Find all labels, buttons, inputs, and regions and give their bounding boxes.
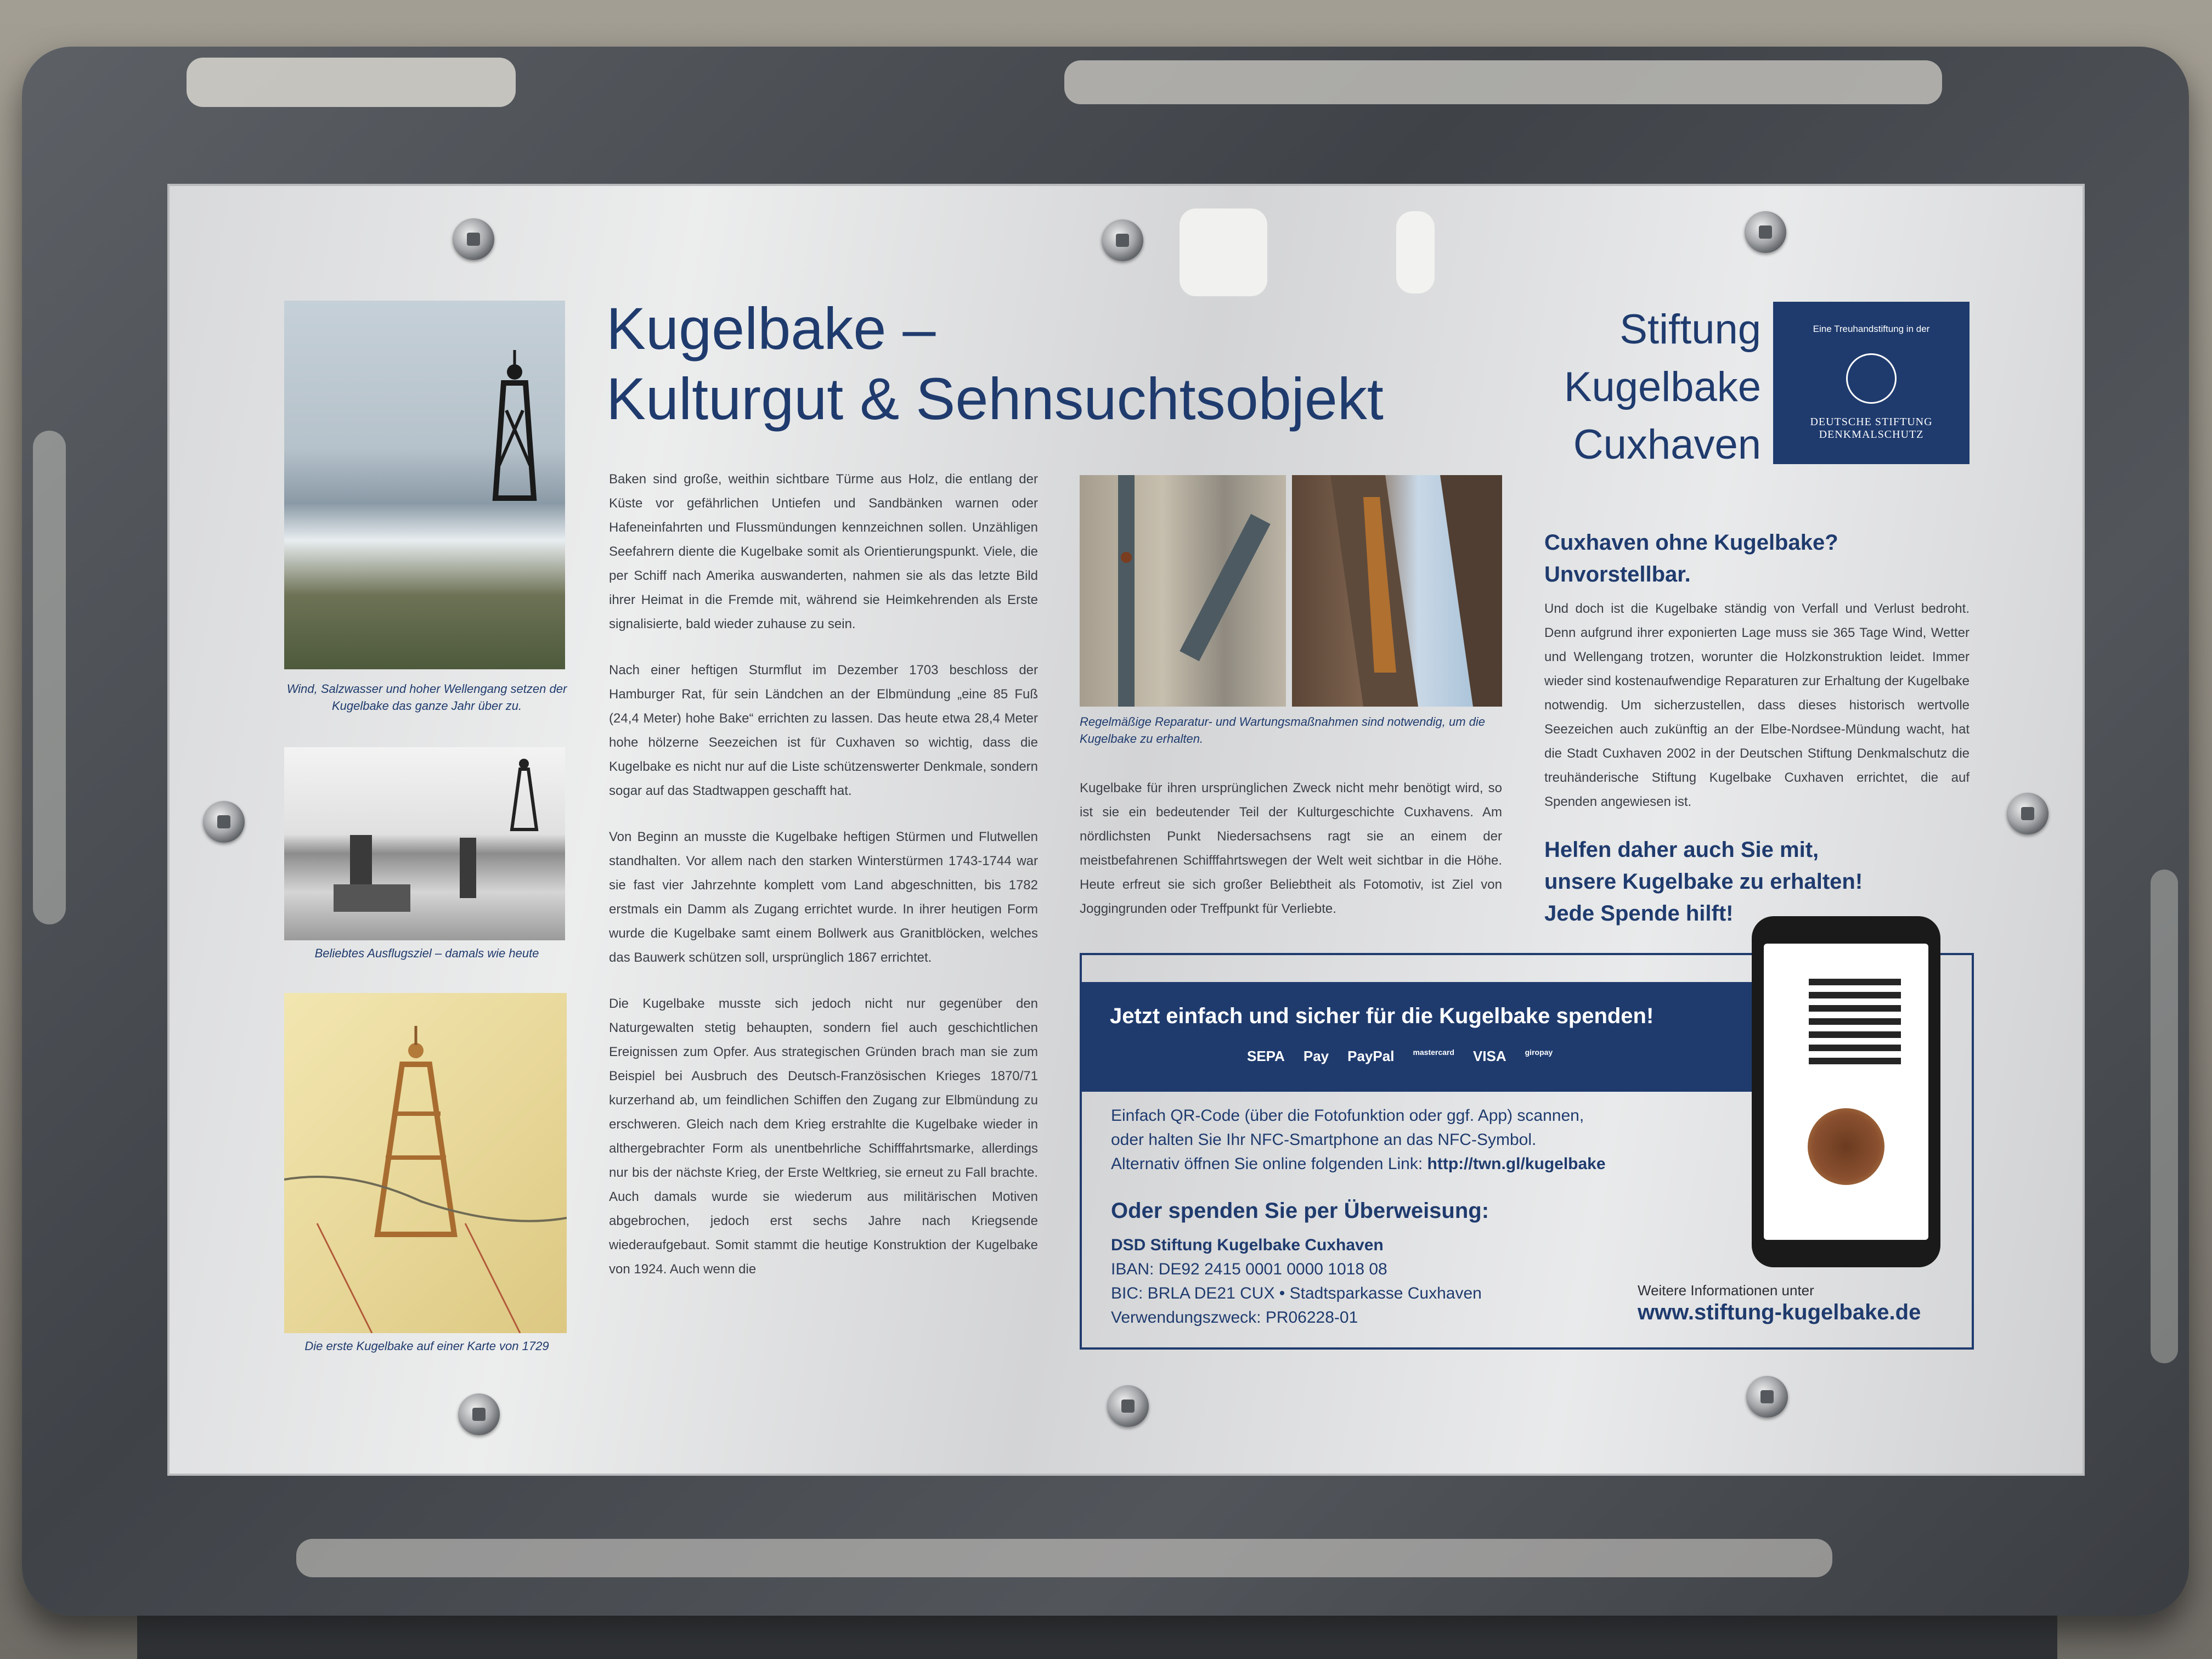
bolt	[1102, 219, 1143, 261]
iban: IBAN: DE92 2415 0001 0000 1018 08	[1111, 1260, 1387, 1278]
bolt	[1746, 1376, 1788, 1418]
paragraph: Von Beginn an musste die Kugelbake heftigen Stürmen und Flutwellen standhalten. Vor allem nach den starken Winterstürmen 1743-1744 war sie fast vier Jahrzehnte komplett vom Land abgeschnitten, bis 1782 erstmals ein Damm als Zugang errichtet wurde. In ihrer heutigen Form wurde die Kugelbake samt einem Bollwerk aus Granitblöcken, welches das Bauwerk schützen soll, ursprünglich 1867 errichtet.	[609, 830, 1038, 965]
main-title	[606, 294, 1384, 434]
caption-photo3: Die erste Kugelbake auf einer Karte von 1729	[304, 1339, 549, 1353]
paragraph: Baken sind große, weithin sichtbare Türme aus Holz, die entlang der Küste vor gefährlichen Untiefen und Sandbänken warnen oder Hafeneinfahrten und Flussmündungen kennzeichnen sollen. Unzähligen Seefahrern diente die Kugelbake somit als Orientierungspunkt. Viele, die per Schiff nach Amerika auswanderten, nahmen sie als das letzte Bild ihrer Heimat in die Fremde mit, während sie Heimkehrenden als Erste signalisierte, bald wieder zuhause zu sein.	[609, 472, 1038, 631]
payment-methods	[1247, 1048, 1553, 1065]
visa-icon: VISA	[1472, 1048, 1506, 1064]
paragraph: Kugelbake für ihren ursprünglichen Zweck nicht mehr benötigt wird, so ist sie ein bedeutender Teil der Kulturgeschichte Cuxhavens. Am nördlichsten Punkt Niedersachsens ragt sie an einem der meistbefahrenen Schifffahrtswegen der Welt weit sichtbar in die Höhe. Heute erfreut sie sich großer Beliebtheit als Fotomotiv, ist Ziel von Joggingrunden oder Treffpunkt für Verliebte.	[1080, 781, 1502, 916]
foundation-line2: Kugelbake	[1564, 364, 1761, 410]
right-heading-line2: Unvorstellbar.	[1544, 562, 1691, 586]
sticker-residue	[1396, 211, 1435, 294]
more-info: Weitere Informationen unter	[1638, 1282, 1814, 1299]
donation-banner	[1080, 982, 1768, 1092]
dsd-emblem-icon	[1846, 353, 1897, 404]
foundation-line1: Stiftung	[1620, 306, 1761, 353]
recipient: DSD Stiftung Kugelbake Cuxhaven	[1111, 1236, 1384, 1254]
applepay-icon: Pay	[1303, 1048, 1329, 1064]
mastercard-icon: mastercard	[1413, 1048, 1454, 1057]
paragraph: Die Kugelbake musste sich jedoch nicht nur gegenüber den Naturgewalten stetig behaupten, sondern fiel auch geschichtlichen Ereignissen zum Opfer. Aus strategischen Gründen brach man sie zum Beispiel bei Ausbruch des Deutsch-Französischen Krieges 1870/71 kurzerhand ab, um feindlichen Schiffen den Zugang zur Elbmündung zu erschweren. Gleich nach dem Krieg erstrahlte die Kugelbake wieder in althergebrachter Form als unentbehrliche Schifffahrtsmarke, allerdings nur bis der nächste Krieg, der Erste Weltkrieg, sie erneut zu Fall brachte. Auch damals wurde sie wiederum aus militärischen Motiven abgebrochen, jedoch erst sechs Jahre nach Kriegsende wiederaufgebaut. Somit stammt die heutige Konstruktion der Kugelbake von 1924. Auch wenn die	[609, 996, 1038, 1277]
text-column-1	[609, 467, 1038, 1304]
bic: BIC: BRLA DE21 CUX • Stadtsparkasse Cuxhaven	[1111, 1284, 1482, 1302]
title-line1: Kugelbake –	[606, 295, 936, 362]
bolt	[458, 1393, 500, 1435]
caption-photo1: Wind, Salzwasser und hoher Wellengang setzen der Kugelbake das ganze Jahr über zu.	[286, 682, 567, 713]
title-line2: Kulturgut & Sehnsuchtsobjekt	[606, 365, 1384, 432]
banner-text: Jetzt einfach und sicher für die Kugelbake spenden!	[1110, 1004, 1654, 1028]
nfc-icon[interactable]	[1808, 1108, 1884, 1185]
appeal	[1544, 834, 1863, 929]
phone-screen	[1764, 944, 1928, 1240]
bolt	[203, 801, 245, 843]
photo-kugelbake-waves	[284, 301, 565, 669]
appeal-line1: Helfen daher auch Sie mit,	[1544, 838, 1819, 862]
phone-graphic	[1752, 916, 1940, 1267]
dsd-name-line2: DENKMALSCHUTZ	[1819, 428, 1924, 441]
appeal-line2: unsere Kugelbake zu erhalten!	[1544, 870, 1863, 894]
paint-chip	[2151, 870, 2178, 1363]
bolt	[1107, 1385, 1149, 1427]
photo-repair-wood	[1080, 475, 1286, 707]
bank-details	[1111, 1233, 1482, 1330]
right-heading-line1: Cuxhaven ohne Kugelbake?	[1544, 531, 1838, 555]
photo-rotten-wood	[1292, 475, 1502, 707]
qr-line2: oder halten Sie Ihr NFC-Smartphone an das NFC-Symbol.	[1111, 1131, 1537, 1149]
sticker-residue	[1180, 208, 1267, 296]
qr-line1: Einfach QR-Code (über die Fotofunktion oder ggf. App) scannen,	[1111, 1107, 1584, 1125]
bolt	[2007, 793, 2049, 834]
qr-instructions	[1111, 1104, 1606, 1176]
dsd-top-text: Eine Treuhandstiftung in der	[1813, 324, 1930, 334]
giropay-icon: giropay	[1525, 1048, 1553, 1057]
paint-chip	[1064, 60, 1942, 104]
caption-photo4: Regelmäßige Reparatur- und Wartungsmaßnahmen sind notwendig, um die Kugelbake zu erhalten.	[1080, 715, 1486, 746]
paint-chip	[296, 1539, 1832, 1577]
purpose: Verwendungszweck: PR06228-01	[1111, 1308, 1358, 1327]
right-text: Und doch ist die Kugelbake ständig von Verfall und Verlust bedroht. Denn aufgrund ihrer exponierten Lage muss sie 365 Tage Wind, Wetter und Wellengang trotzen, worunter die Holzkonstruktion leidet. Immer wieder sind kostenaufwendige Reparaturen zur Erhaltung der Kugelbake notwendig. Um sicherzustellen, dass dieses historisch wertvolle Seezeichen auch zukünftig an der Elbe-Nordsee-Mündung wacht, hat die Stadt Cuxhaven 2002 in der Deutschen Stiftung Denkmalschutz die treuhänderische Stiftung Kugelbake Cuxhaven errichtet, die auf Spenden angewiesen ist.	[1544, 601, 1970, 809]
appeal-line3: Jede Spende hilft!	[1544, 901, 1734, 926]
bolt	[1745, 211, 1786, 253]
website-link[interactable]: www.stiftung-kugelbake.de	[1638, 1300, 1921, 1324]
bolt	[453, 218, 494, 260]
photo-map-1729	[284, 993, 567, 1333]
paragraph: Nach einer heftigen Sturmflut im Dezember 1703 beschloss der Hamburger Rat, für sein Ländchen an der Elbmündung „eine 85 Fuß (24,4 Meter) hohe Bake“ errichten zu lassen. Das heute etwa 28,4 Meter hohe hölzerne Seezeichen ist für Cuxhaven so wichtig, dass die Kugelbake es nicht nur auf die Liste schützenswerter Denkmale, sondern sogar auf das Stadtwappen geschafft hat.	[609, 663, 1038, 798]
dsd-name-line1: DEUTSCHE STIFTUNG	[1810, 416, 1933, 428]
paint-chip	[33, 431, 66, 924]
donation-link[interactable]: http://twn.gl/kugelbake	[1427, 1155, 1606, 1173]
right-heading	[1544, 527, 1838, 590]
sepa-icon: SEPA	[1247, 1048, 1285, 1064]
qr-line3: Alternativ öffnen Sie online folgenden Link:	[1111, 1155, 1423, 1173]
caption-photo2: Beliebtes Ausflugsziel – damals wie heute	[314, 946, 539, 960]
paypal-icon: PayPal	[1347, 1048, 1395, 1064]
qr-code[interactable]	[1809, 972, 1901, 1064]
foundation-name	[1553, 301, 1761, 473]
text-column-2	[1080, 776, 1502, 943]
photo-historic-beach	[284, 747, 565, 940]
foundation-line3: Cuxhaven	[1573, 421, 1761, 468]
transfer-heading: Oder spenden Sie per Überweisung:	[1111, 1199, 1489, 1223]
dsd-logo	[1773, 302, 1970, 464]
paint-chip	[187, 58, 516, 107]
